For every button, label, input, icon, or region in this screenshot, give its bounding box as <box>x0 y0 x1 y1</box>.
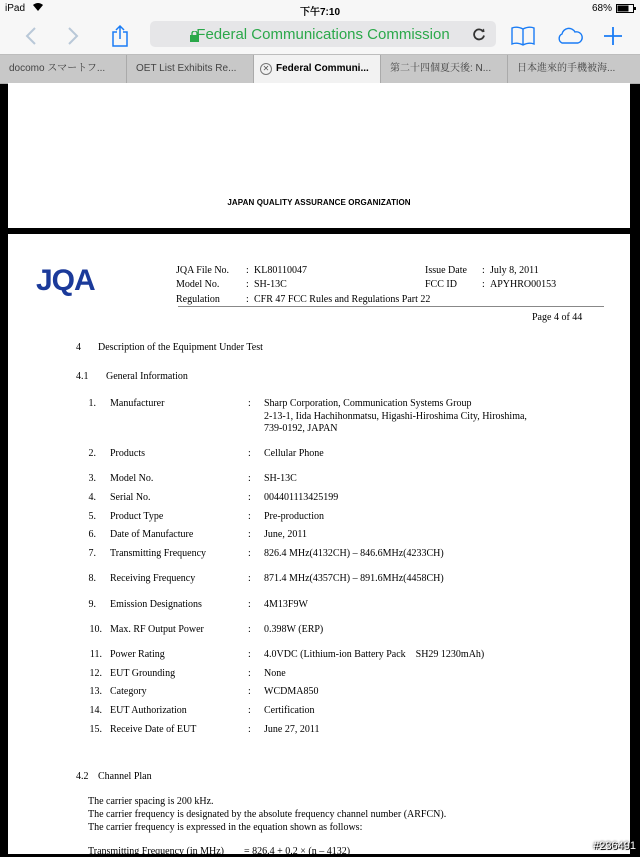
item-number: 11. <box>89 649 102 660</box>
item-label: Max. RF Output Power <box>110 624 204 635</box>
separator: : <box>482 265 485 276</box>
item-label: Receiving Frequency <box>110 573 196 584</box>
item-label: Date of Manufacture <box>110 529 194 540</box>
watermark: #236491 <box>593 840 636 852</box>
item-number: 5. <box>88 511 96 522</box>
item-separator: : <box>248 529 251 540</box>
item-label: Manufacturer <box>110 398 165 409</box>
item-value: June, 2011 <box>264 529 307 540</box>
item-separator: : <box>248 624 251 635</box>
item-separator: : <box>248 492 251 503</box>
section-number: 4 <box>76 342 81 353</box>
status-bar <box>0 0 640 18</box>
item-value: 871.4 MHz(4357CH) – 891.6MHz(4458CH) <box>264 573 444 584</box>
separator: : <box>246 265 249 276</box>
item-value: None <box>264 668 286 679</box>
item-label: Category <box>110 686 147 697</box>
item-value: 4M13F9W <box>264 599 308 610</box>
item-value: 739-0192, JAPAN <box>264 423 338 434</box>
url-title: Federal Communications Commission <box>196 26 450 43</box>
channel-text: The carrier spacing is 200 kHz. <box>88 796 214 807</box>
item-number: 13. <box>89 686 102 697</box>
item-value: Sharp Corporation, Communication Systems Group <box>264 398 472 409</box>
issue-date-label: Issue Date <box>425 265 467 276</box>
item-separator: : <box>248 649 251 660</box>
item-label: Serial No. <box>110 492 151 503</box>
model-label: Model No. <box>176 279 220 290</box>
item-separator: : <box>248 448 251 459</box>
item-separator: : <box>248 573 251 584</box>
fcc-id-value: APYHRO00153 <box>490 279 557 290</box>
item-number: 10. <box>89 624 102 635</box>
item-separator: : <box>248 511 251 522</box>
tab-label: 第二十四個夏天後: N... <box>390 63 492 74</box>
item-separator: : <box>248 686 251 697</box>
item-label: Transmitting Frequency <box>110 548 207 559</box>
item-number: 9. <box>88 599 96 610</box>
item-value: Cellular Phone <box>264 448 324 459</box>
item-value: SH-13C <box>264 473 297 484</box>
subsection-title: General Information <box>106 371 188 382</box>
tab-docomo[interactable] <box>0 55 127 83</box>
item-value: 2-13-1, Iida Hachihonmatsu, Higashi-Hiroshima City, Hiroshima, <box>264 411 527 422</box>
subsection-number: 4.1 <box>76 371 89 382</box>
page-number: Page 4 of 44 <box>532 312 583 323</box>
item-number: 7. <box>88 548 96 559</box>
battery-percent: 68% <box>592 3 613 14</box>
tab-label: docomo スマートフ... <box>9 63 106 74</box>
item-separator: : <box>248 705 251 716</box>
clock: 下午7:10 <box>300 7 341 18</box>
tab-oet-list[interactable] <box>127 55 254 83</box>
device-label: iPad <box>5 3 26 14</box>
item-value: Pre-production <box>264 511 324 522</box>
bookmarks-button[interactable] <box>510 18 536 54</box>
section-title: Description of the Equipment Under Test <box>98 342 263 353</box>
item-number: 6. <box>88 529 96 540</box>
channel-text: The carrier frequency is expressed in the equation shown as follows: <box>88 822 363 833</box>
separator: : <box>482 279 485 290</box>
item-separator: : <box>248 398 251 409</box>
reload-button[interactable] <box>472 27 486 46</box>
item-value: 4.0VDC (Lithium-ion Battery Pack SH29 1230mAh) <box>264 649 485 660</box>
header-divider <box>178 306 604 307</box>
item-number: 12. <box>89 668 102 679</box>
tab-label: 日本進來的手機被海... <box>517 63 616 74</box>
item-label: Receive Date of EUT <box>110 724 197 735</box>
tab-label: OET List Exhibits Re... <box>136 63 237 74</box>
model-value: SH-13C <box>254 279 287 290</box>
item-value: Certification <box>264 705 315 716</box>
subsection-title: Channel Plan <box>98 771 152 782</box>
item-separator: : <box>248 548 251 559</box>
item-number: 14. <box>89 705 102 716</box>
item-value: 004401113425199 <box>264 492 339 503</box>
item-value: June 27, 2011 <box>264 724 320 735</box>
fcc-id-label: FCC ID <box>425 279 457 290</box>
pdf-page-previous <box>8 83 630 228</box>
tab-bar <box>0 54 640 84</box>
equation: Transmitting Frequency (in MHz) = 826.4 + 0.2 × (n – 4132) <box>88 846 351 857</box>
item-value: 0.398W (ERP) <box>264 624 324 635</box>
tab-24th-summer[interactable] <box>381 55 508 83</box>
item-number: 15. <box>89 724 102 735</box>
separator: : <box>246 279 249 290</box>
item-value: WCDMA850 <box>264 686 319 697</box>
item-separator: : <box>248 473 251 484</box>
item-value: 826.4 MHz(4132CH) – 846.6MHz(4233CH) <box>264 548 444 559</box>
file-no-label: JQA File No. <box>176 265 230 276</box>
item-separator: : <box>248 599 251 610</box>
subsection-number: 4.2 <box>76 771 89 782</box>
item-label: Power Rating <box>110 649 165 660</box>
jqa-logo: JQA <box>36 264 95 297</box>
item-separator: : <box>248 668 251 679</box>
item-label: Emission Designations <box>110 599 202 610</box>
back-button[interactable] <box>20 18 42 54</box>
item-number: 2. <box>88 448 96 459</box>
file-no-value: KL80110047 <box>254 265 307 276</box>
item-separator: : <box>248 724 251 735</box>
item-label: Products <box>110 448 145 459</box>
item-number: 3. <box>88 473 96 484</box>
battery-icon <box>616 4 636 16</box>
icloud-tabs-button[interactable] <box>554 18 586 54</box>
channel-text: The carrier frequency is designated by the absolute frequency channel number (ARFCN). <box>88 809 447 820</box>
forward-button[interactable] <box>62 18 84 54</box>
share-button[interactable] <box>108 18 132 54</box>
pdf-page <box>8 234 630 857</box>
separator: : <box>246 294 249 305</box>
item-number: 1. <box>88 398 96 409</box>
close-tab-icon[interactable]: ✕ <box>260 63 272 75</box>
item-label: Product Type <box>110 511 164 522</box>
item-number: 4. <box>88 492 96 503</box>
item-label: Model No. <box>110 473 154 484</box>
item-number: 8. <box>88 573 96 584</box>
item-label: EUT Grounding <box>110 668 176 679</box>
organization-footer: JAPAN QUALITY ASSURANCE ORGANIZATION <box>227 198 411 207</box>
address-bar[interactable] <box>150 21 496 47</box>
issue-date-value: July 8, 2011 <box>490 265 539 276</box>
browser-toolbar <box>0 18 640 54</box>
tab-federal-communications[interactable] <box>254 55 381 83</box>
regulation-label: Regulation <box>176 294 220 305</box>
new-tab-button[interactable] <box>602 18 624 54</box>
wifi-icon <box>32 2 44 15</box>
tab-label: Federal Communi... <box>276 63 369 74</box>
item-label: EUT Authorization <box>110 705 187 716</box>
regulation-value: CFR 47 FCC Rules and Regulations Part 22 <box>254 294 431 305</box>
tab-japan-phone[interactable] <box>508 55 635 83</box>
